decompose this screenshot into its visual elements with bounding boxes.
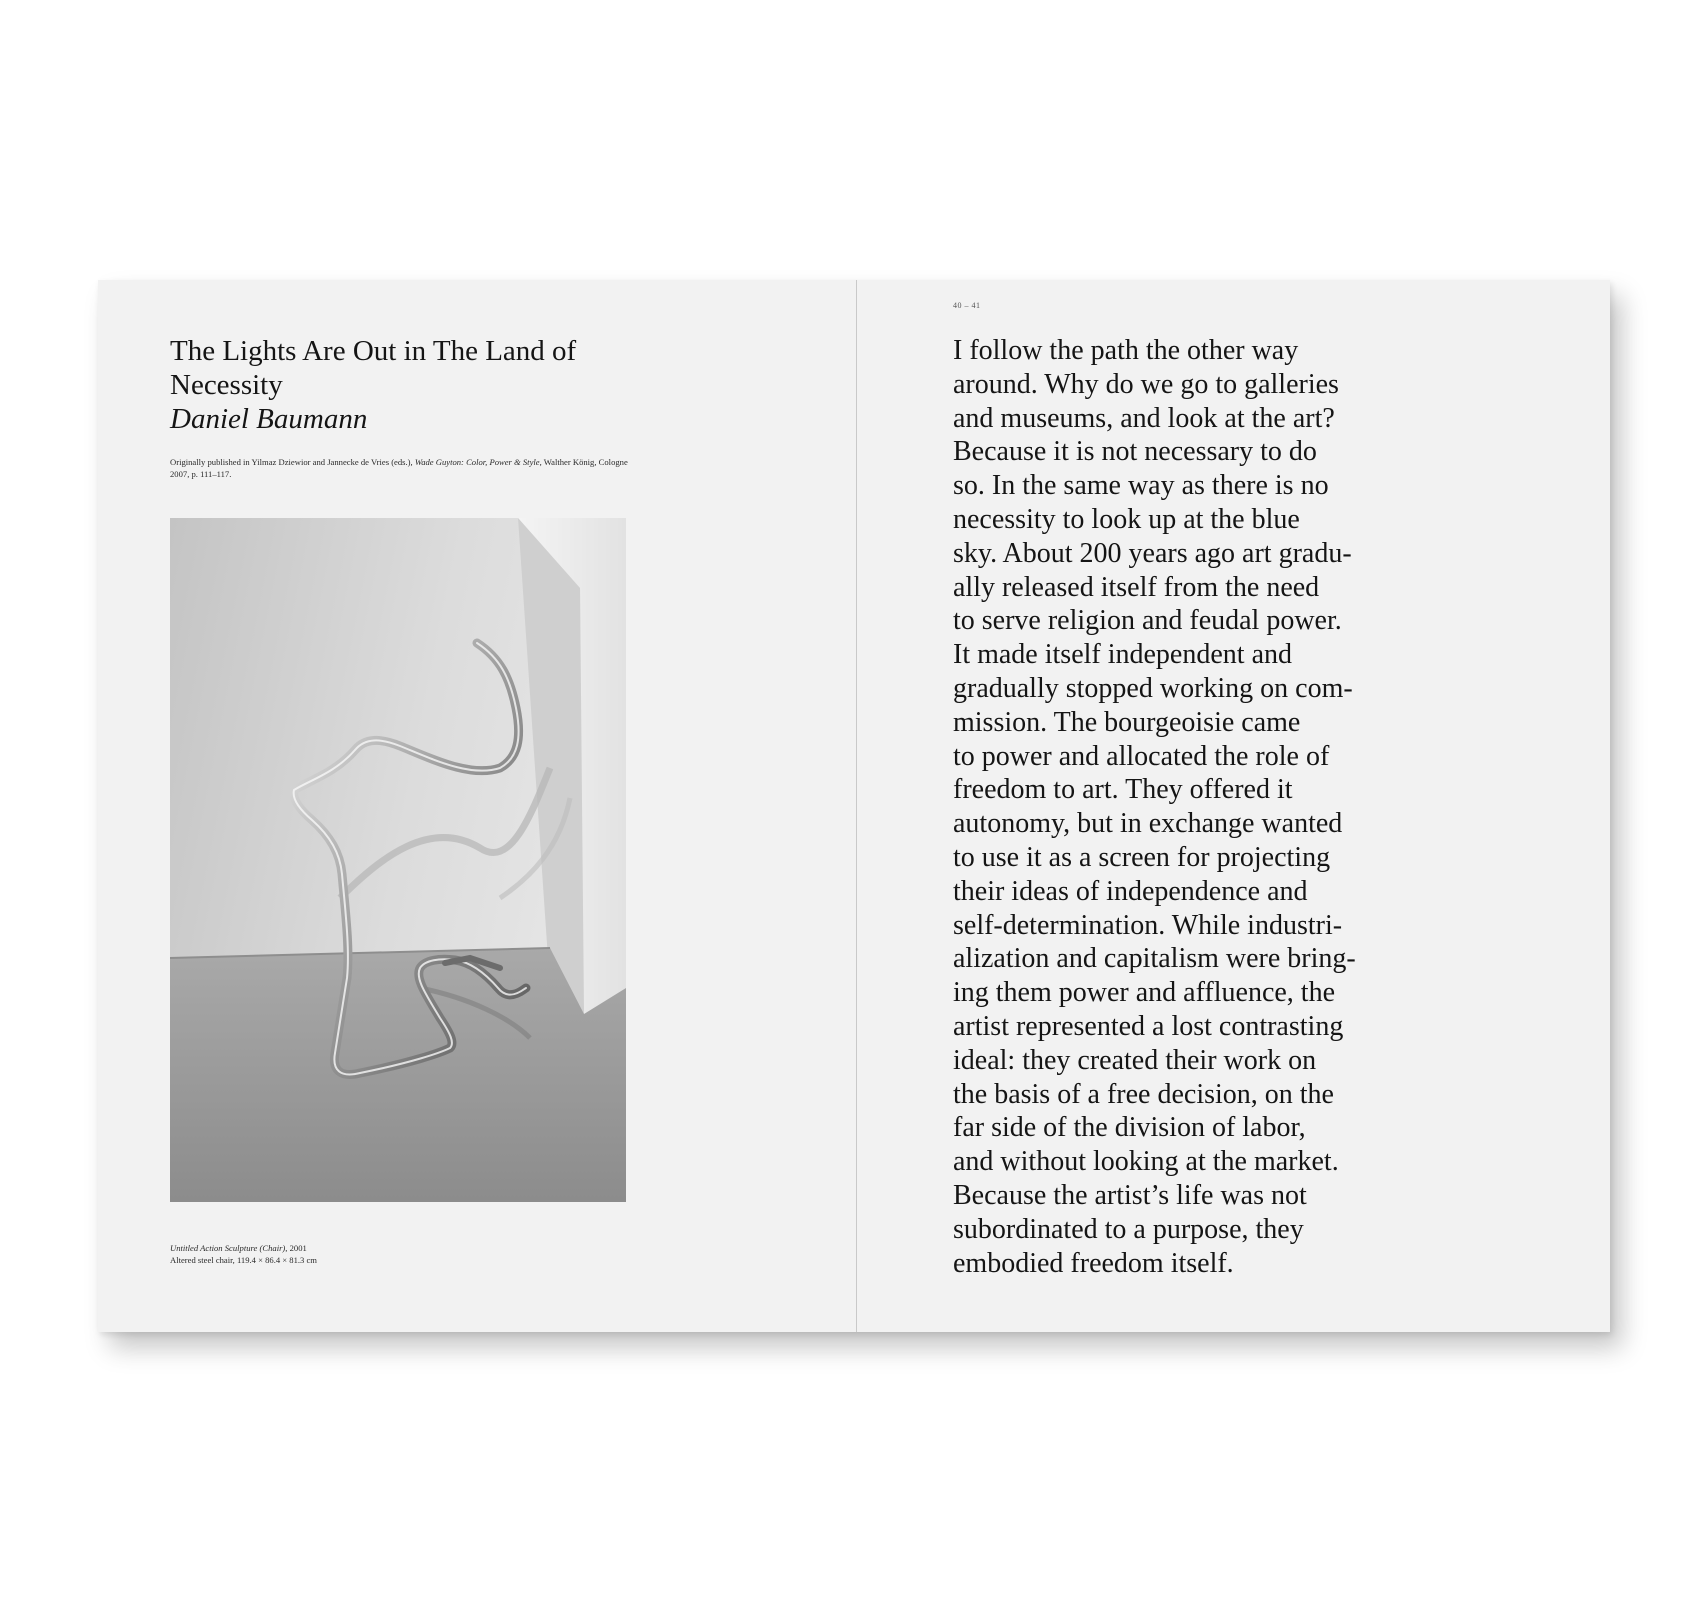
essay-author: Daniel Baumann: [170, 403, 368, 435]
caption-line-title: [170, 1242, 630, 1254]
right-page: [857, 280, 1610, 1332]
source-note: [170, 456, 640, 480]
sculpture-photo-image: [170, 518, 626, 1202]
book-spread: [98, 280, 1610, 1332]
source-note-suffix: , Walther König, Cologne 2007, p. 111–117.: [170, 457, 628, 479]
source-book-title: Wade Guyton: Color, Power & Style: [414, 457, 540, 467]
body-text: I follow the path the other way around. Why do we go to galleries and museums, and look at the art? Because it is not necessary to do so. In the same way as there is no necessity to look up at the blue sky. About 200 years ago art gradu- ally released itself from the need to serve religion and feudal power. It made itself independent and gradually stopped working on com- mission. The bourgeoisie came to power and allocated the role of freedom to art. They offered it autonomy, but in exchange wanted to use it as a screen for projecting their ideas of independence and self-determination. While industri- alization and capitalism were bring- ing them power and affluence, the artist represented a lost contrasting ideal: they created their work on the basis of a free decision, on the far side of the division of labor, and without looking at the market. Because the artist’s life was not subordinated to a purpose, they embodied freedom itself.: [953, 335, 1356, 1279]
photo-caption: [170, 1242, 630, 1266]
caption-year: , 2001: [285, 1243, 307, 1253]
caption-work-title: Untitled Action Sculpture (Chair): [170, 1243, 286, 1253]
left-page: [98, 280, 856, 1332]
page-numbers: 40 – 41: [953, 301, 981, 310]
essay-title: The Lights Are Out in The Land of Necessity: [170, 335, 577, 401]
caption-details: Altered steel chair, 119.4 × 86.4 × 81.3 cm: [170, 1255, 317, 1265]
sculpture-photo: [170, 518, 626, 1202]
essay-heading: [170, 334, 670, 436]
source-note-prefix: Originally published in Yilmaz Dziewior and Jannecke de Vries (eds.),: [170, 457, 413, 467]
